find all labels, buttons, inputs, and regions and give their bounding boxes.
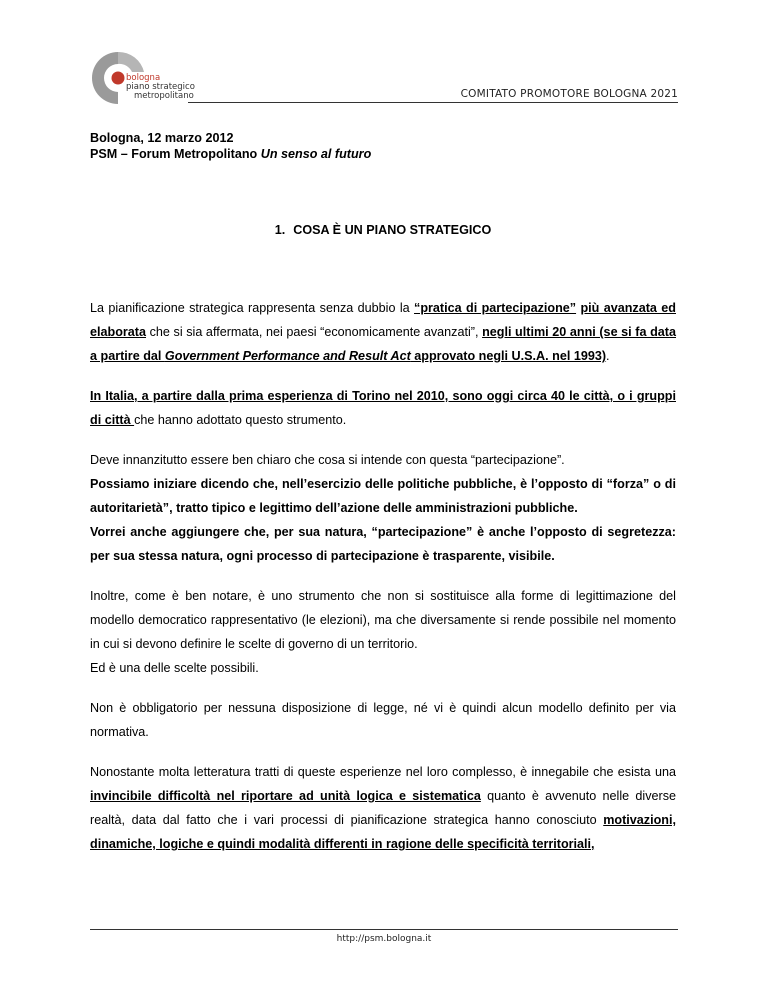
p2-text-a: In Italia, a partire dalla prima esperienza di Torino nel 2010, sono oggi circa 40 le città, o i gruppi di città	[90, 389, 676, 427]
logo-line-1: bologna	[126, 73, 161, 83]
p1-text-i: .	[606, 349, 610, 363]
forum-subtitle: Un senso al futuro	[260, 147, 372, 161]
meta-block	[90, 130, 676, 162]
p1-text-a: La pianificazione strategica rappresenta senza dubbio la	[90, 301, 415, 315]
document-body	[90, 130, 676, 856]
paragraph-4b: Ed è una delle scelte possibili.	[90, 661, 259, 675]
logo-line-2: piano strategico	[126, 82, 195, 92]
paragraph-3b: Possiamo iniziare dicendo che, nell’esercizio delle politiche pubbliche, è l’opposto di “forza” o di autoritarietà”, tratto tipico e legittimo dell’azione delle amministrazioni pubbliche.	[90, 477, 676, 515]
p6-text-b: invincibile difficoltà nel riportare ad unità logica e sistematica	[90, 789, 481, 803]
paragraph-3a: Deve innanzitutto essere ben chiaro che cosa si intende con questa “partecipazione”.	[90, 453, 565, 467]
p1-text-f: negli ultimi 20 anni (se si fa data a partire dal	[90, 325, 676, 363]
p6-text-d: motivazioni, dinamiche, logiche e quindi modalità differenti in ragione delle specificità territoriali,	[90, 813, 676, 851]
forum-title	[90, 146, 676, 162]
p6-text-a: Nonostante molta letteratura tratti di queste esperienze nel loro complesso, è innegabile che esista una	[90, 765, 676, 779]
p1-text-b: “pratica di partecipazione”	[414, 301, 577, 315]
paragraph-2	[90, 384, 676, 432]
paragraph-4a: Inoltre, come è ben notare, è uno strumento che non si sostituisce alla forme di legittimazione del modello democratico rappresentativo (le elezioni), ma che diversamente si rende possibile nel momento in cui si devono definire le scelte di governo di un territorio.	[90, 589, 676, 651]
p1-text-d: più avanzata ed elaborata	[90, 301, 676, 339]
logo-line-3: metropolitano	[134, 91, 194, 101]
paragraph-6	[90, 760, 676, 856]
p1-text-g: Government Performance and Result Act	[164, 349, 411, 363]
p1-text-e: che si sia affermata, nei paesi “economicamente avanzati”,	[146, 325, 483, 339]
paragraph-1	[90, 296, 676, 368]
footer-divider	[90, 929, 678, 930]
paragraph-5: Non è obbligatorio per nessuna disposizione di legge, né vi è quindi alcun modello definito per via normativa.	[90, 701, 676, 739]
document-date: Bologna, 12 marzo 2012	[90, 131, 234, 145]
section-number: 1.	[274, 223, 286, 237]
section-heading	[90, 218, 676, 242]
paragraph-3c: Vorrei anche aggiungere che, per sua natura, “partecipazione” è anche l’opposto di segretezza: per sua stessa natura, ogni processo di partecipazione è trasparente, visibile.	[90, 525, 676, 563]
p6-text-c: quanto è avvenuto nelle diverse realtà, data dal fatto che i vari processi di pianificazione strategica hanno conosciuto	[90, 789, 676, 827]
p1-text-h: approvato negli U.S.A. nel 1993)	[410, 349, 607, 363]
p2-text-b: che hanno adottato questo strumento.	[134, 413, 347, 427]
logo-text	[126, 74, 195, 101]
forum-prefix: PSM – Forum Metropolitano	[90, 147, 261, 161]
logo	[88, 46, 228, 110]
footer-url[interactable]: http://psm.bologna.it	[336, 934, 432, 944]
header-org: COMITATO PROMOTORE BOLOGNA 2021	[460, 88, 678, 100]
section-title: COSA È UN PIANO STRATEGICO	[293, 223, 492, 237]
header-divider	[188, 102, 678, 103]
